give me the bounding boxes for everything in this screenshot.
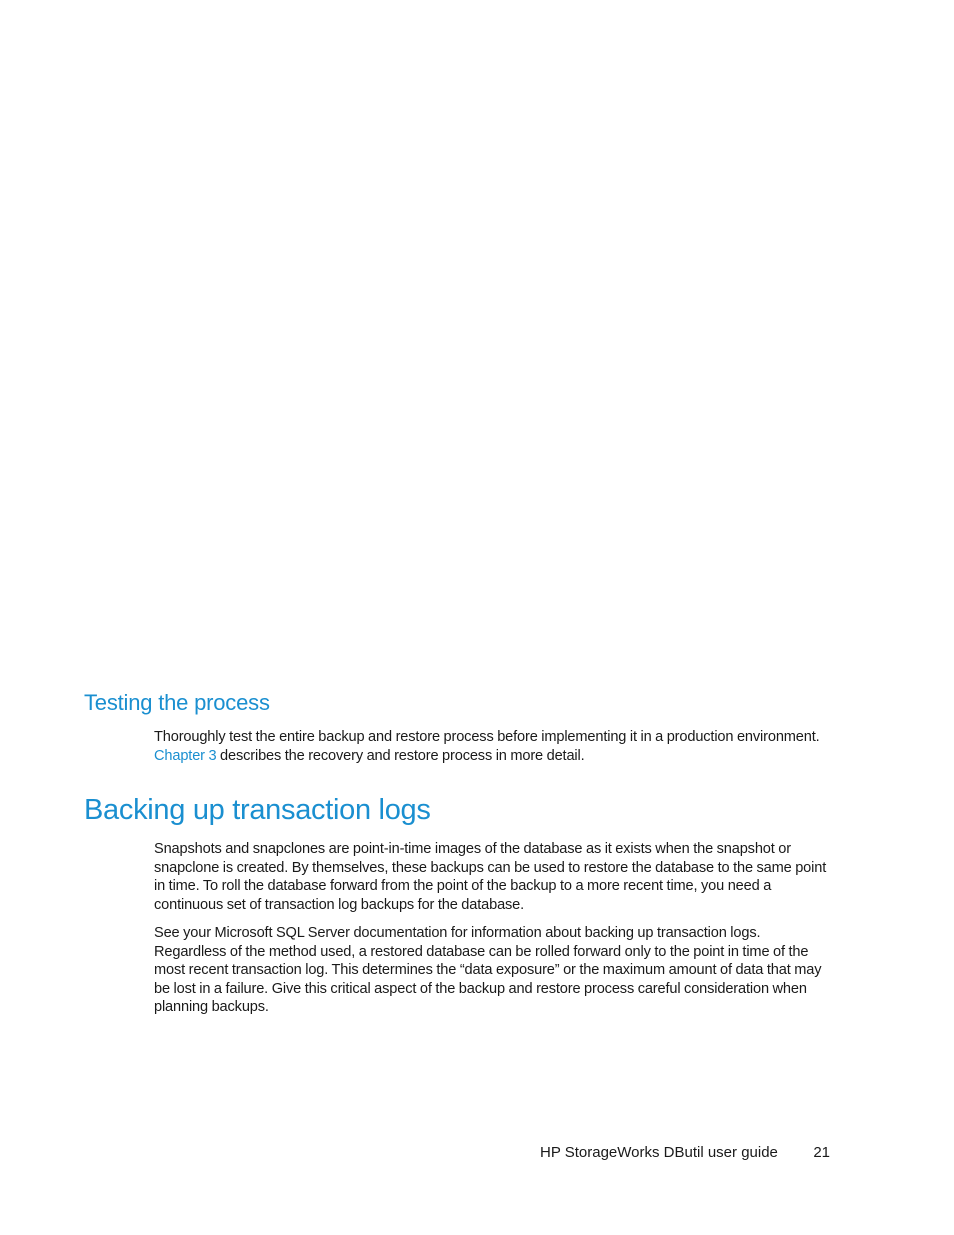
testing-paragraph-text-start: Thoroughly test the entire backup and restore process before implementing it in a production environment. (154, 729, 820, 745)
testing-paragraph-text-end: describes the recovery and restore process in more detail. (216, 747, 585, 764)
footer-page-number: 21 (813, 1144, 830, 1161)
chapter-3-link[interactable]: Chapter 3 (154, 747, 217, 764)
testing-paragraph (154, 728, 834, 765)
section-heading-testing-the-process: Testing the process (84, 690, 270, 715)
backing-up-paragraph-2: See your Microsoft SQL Server documentation for information about backing up transaction logs. Regardless of the method used, a restored database can be rolled forward only to the point in time of the most recent transaction log. This determines the “data exposure” or the maximum amount of data that may be lost in a failure. Give this critical aspect of the backup and restore process careful consideration when planning backups. (154, 925, 822, 1016)
backing-up-paragraph-1: Snapshots and snapclones are point-in-time images of the database as it exists when the snapshot or snapclone is created. By themselves, these backups can be used to restore the database to the same point in time. To roll the database forward from the point of the backup to a more recent time, you need a continuous set of transaction log backups for the database. (154, 841, 827, 913)
footer-document-title: HP StorageWorks DButil user guide (540, 1144, 778, 1161)
section-heading-backing-up-transaction-logs: Backing up transaction logs (84, 794, 431, 826)
